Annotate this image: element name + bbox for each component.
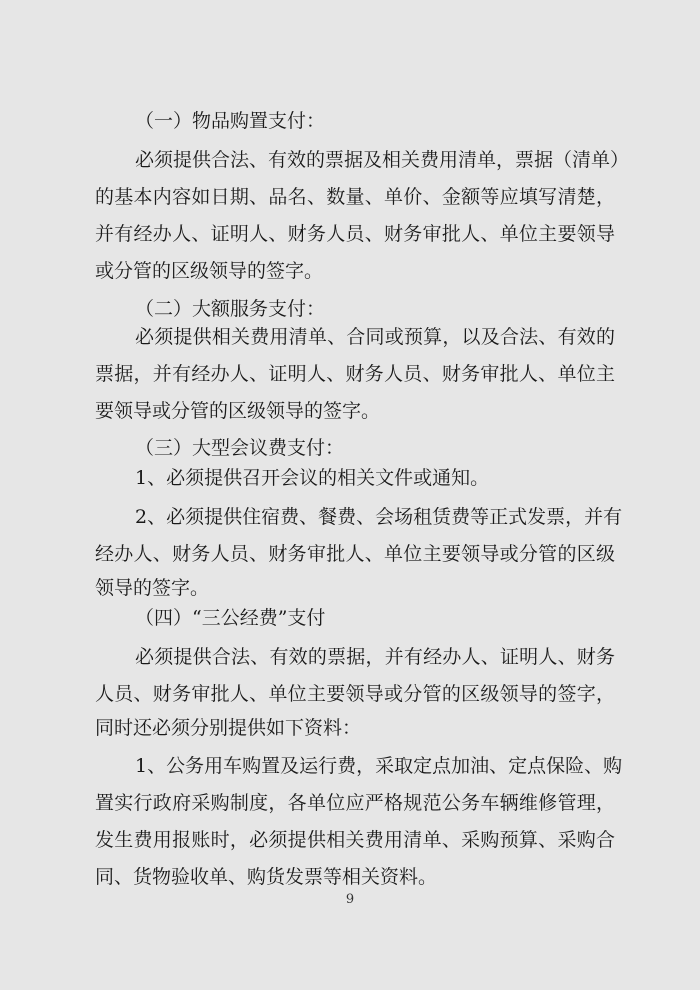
section-heading-4: （四）“三公经费”支付 [135,607,326,629]
paragraph-line: 必须提供合法、有效的票据及相关费用清单，票据（清单） [135,149,630,171]
paragraph-line: 要领导或分管的区级领导的签字。 [95,400,381,422]
paragraph-line: 领导的签字。 [95,577,210,599]
section-heading-2: （二）大额服务支付： [135,298,326,320]
paragraph-line: 票据，并有经办人、证明人、财务人员、财务审批人、单位主 [95,363,615,385]
paragraph-line: 2、必须提供住宿费、餐费、会场租赁费等正式发票，并有 [135,506,623,528]
paragraph-line: 1、必须提供召开会议的相关文件或通知。 [135,467,490,489]
paragraph-line: 人员、财务审批人、单位主要领导或分管的区级领导的签字， [95,683,615,705]
paragraph-line: 同时还必须分别提供如下资料： [95,717,362,739]
paragraph-line: 必须提供合法、有效的票据，并有经办人、证明人、财务 [135,646,615,668]
paragraph-line: 并有经办人、证明人、财务人员、财务审批人、单位主要领导 [95,223,615,245]
paragraph-line: 置实行政府采购制度，各单位应严格规范公务车辆维修管理， [95,792,615,814]
paragraph-line: 的基本内容如日期、品名、数量、单价、金额等应填写清楚， [95,186,615,208]
paragraph-line: 必须提供相关费用清单、合同或预算，以及合法、有效的 [135,326,615,348]
paragraph-line: 经办人、财务人员、财务审批人、单位主要领导或分管的区级 [95,543,615,565]
paragraph-line: 同、货物验收单、购货发票等相关资料。 [95,866,438,888]
paragraph-line: 发生费用报账时，必须提供相关费用清单、采购预算、采购合 [95,829,615,851]
section-heading-3: （三）大型会议费支付： [135,437,345,459]
paragraph-line: 或分管的区级领导的签字。 [95,260,324,282]
paragraph-line: 1、公务用车购置及运行费，采取定点加油、定点保险、购 [135,755,623,777]
page-number: 9 [345,892,355,907]
section-heading-1: （一）物品购置支付： [135,110,326,132]
